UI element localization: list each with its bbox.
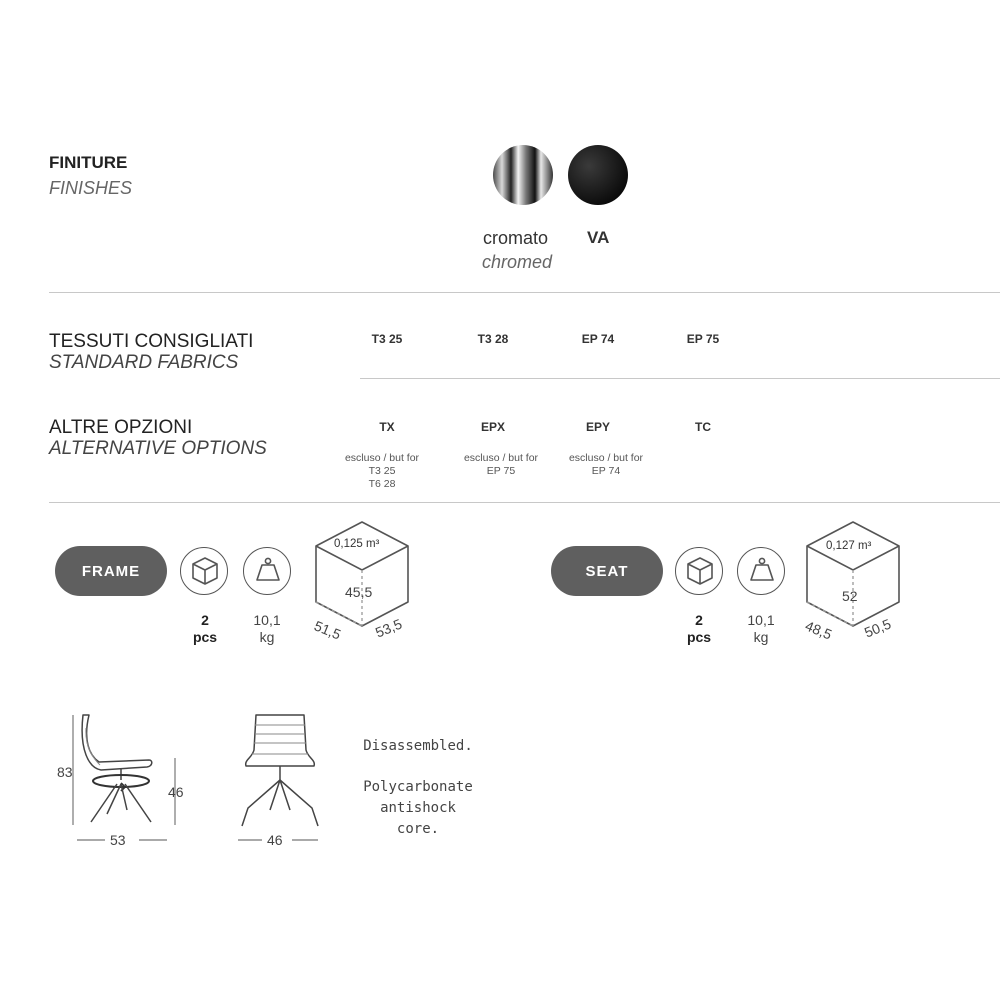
frame-qty: 2 pcs [192, 612, 218, 645]
seat-height: 52 [842, 588, 858, 604]
fabric-item: EP 75 [686, 332, 720, 346]
black-swatch [567, 144, 631, 208]
seat-volume: 0,127 m³ [826, 540, 872, 552]
finishes-title: FINITURE [49, 153, 128, 172]
weight-icon [737, 547, 785, 595]
option-code: EPY [585, 420, 610, 434]
divider [49, 292, 1000, 293]
seat-depth: 48,5 [802, 617, 835, 643]
option-code: TX [379, 420, 395, 434]
frame-width: 53,5 [372, 615, 405, 641]
frame-volume: 0,125 m³ [334, 538, 380, 550]
dim-seat-height: 46 [168, 784, 184, 800]
frame-weight: 10,1 kg [253, 612, 281, 645]
fabrics-title: TESSUTI CONSIGLIATI [49, 331, 254, 352]
note-material: Polycarbonate antishock core. [363, 779, 473, 837]
finish-chrome-label-en: chromed [482, 252, 553, 272]
seat-weight: 10,1 kg [747, 612, 775, 645]
frame-badge: FRAME [55, 546, 167, 596]
option-code: TC [695, 420, 711, 434]
seat-qty: 2 pcs [686, 612, 712, 645]
frame-height: 45,5 [345, 584, 373, 600]
finish-va-label: VA [587, 228, 610, 247]
seat-badge: SEAT [551, 546, 663, 596]
option-code: EPX [480, 420, 505, 434]
fabric-item: EP 74 [581, 332, 615, 346]
finishes-subtitle: FINISHES [49, 178, 133, 198]
note-disassembled: Disassembled. [363, 738, 473, 754]
seat-width: 50,5 [861, 615, 894, 641]
option-note: escluso / but for EP 75 [463, 452, 539, 477]
fabrics-subtitle: STANDARD FABRICS [49, 352, 239, 373]
cube-icon [675, 547, 723, 595]
option-note: escluso / but for T3 25 T6 28 [344, 452, 420, 490]
fabric-item: T3 28 [477, 332, 509, 346]
options-title: ALTRE OPZIONI [49, 417, 193, 438]
divider [49, 502, 1000, 503]
cube-icon [180, 547, 228, 595]
options-subtitle: ALTERNATIVE OPTIONS [49, 438, 267, 459]
fabric-item: T3 25 [371, 332, 403, 346]
dim-width: 46 [267, 832, 283, 848]
option-note: escluso / but for EP 74 [568, 452, 644, 477]
dim-height: 83 [57, 764, 73, 780]
weight-icon [243, 547, 291, 595]
finish-chrome-label: cromato [483, 228, 549, 248]
chrome-swatch [492, 144, 556, 208]
divider [360, 378, 1000, 379]
frame-depth: 51,5 [311, 617, 344, 643]
dim-depth: 53 [110, 832, 126, 848]
